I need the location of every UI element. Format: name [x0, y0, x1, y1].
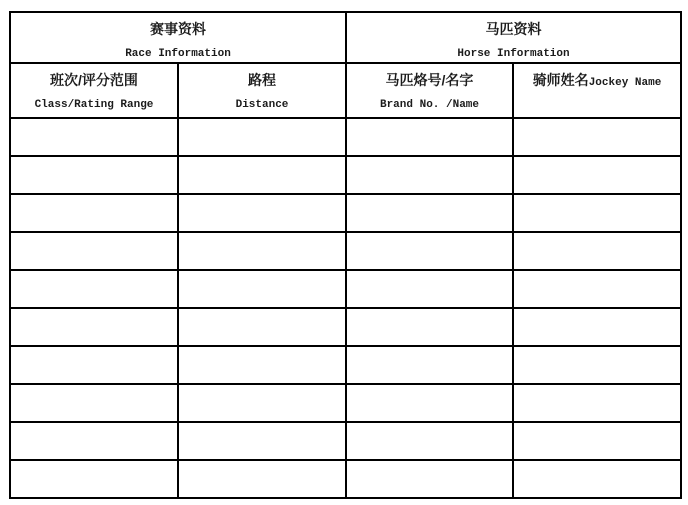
table-cell[interactable] — [178, 232, 346, 270]
distance-label-en: Distance — [235, 99, 289, 111]
table-cell[interactable] — [346, 232, 513, 270]
table-cell[interactable] — [178, 308, 346, 346]
column-header-row — [10, 63, 681, 118]
table-cell[interactable] — [513, 346, 681, 384]
table-cell[interactable] — [178, 460, 346, 498]
table-cell[interactable] — [513, 232, 681, 270]
table-row — [10, 460, 681, 498]
table-cell[interactable] — [346, 270, 513, 308]
column-header-jockey-name — [513, 63, 681, 118]
jockey-name-label-en: Jockey Name — [588, 77, 662, 89]
horse-information-label-en: Horse Information — [457, 48, 570, 60]
horse-information-label-zh: 马匹资料 — [485, 21, 542, 37]
table-cell[interactable] — [513, 118, 681, 156]
table-row — [10, 156, 681, 194]
table-cell[interactable] — [10, 308, 178, 346]
table-cell[interactable] — [178, 156, 346, 194]
table-row — [10, 270, 681, 308]
table-cell[interactable] — [10, 346, 178, 384]
table-cell[interactable] — [178, 384, 346, 422]
race-information-label-en: Race Information — [125, 48, 231, 60]
brand-no-name-label-en: Brand No. /Name — [379, 99, 480, 111]
table-cell[interactable] — [346, 194, 513, 232]
table-row — [10, 422, 681, 460]
table-cell[interactable] — [178, 194, 346, 232]
table-cell[interactable] — [10, 460, 178, 498]
column-header-class-rating-range — [10, 63, 178, 118]
table-cell[interactable] — [513, 460, 681, 498]
table-cell[interactable] — [513, 194, 681, 232]
table-cell[interactable] — [178, 118, 346, 156]
table-cell[interactable] — [10, 232, 178, 270]
table-cell[interactable] — [10, 118, 178, 156]
table-row — [10, 118, 681, 156]
table-body — [10, 118, 681, 498]
table-row — [10, 232, 681, 270]
column-header-brand-no-name — [346, 63, 513, 118]
class-rating-range-label-en: Class/Rating Range — [34, 99, 154, 111]
table-cell[interactable] — [10, 156, 178, 194]
race-horse-form-table — [9, 11, 682, 499]
jockey-name-label-zh: 骑师姓名 — [532, 72, 589, 88]
group-header-race-information — [10, 12, 346, 63]
column-header-distance — [178, 63, 346, 118]
table-cell[interactable] — [346, 422, 513, 460]
group-header-horse-information — [346, 12, 681, 63]
table-cell[interactable] — [178, 270, 346, 308]
table-cell[interactable] — [346, 384, 513, 422]
table-row — [10, 194, 681, 232]
table-cell[interactable] — [513, 308, 681, 346]
distance-label-zh: 路程 — [248, 72, 276, 88]
table-cell[interactable] — [10, 384, 178, 422]
table-row — [10, 308, 681, 346]
table-cell[interactable] — [10, 422, 178, 460]
table-row — [10, 384, 681, 422]
group-header-row — [10, 12, 681, 63]
table-cell[interactable] — [10, 194, 178, 232]
table-cell[interactable] — [513, 156, 681, 194]
table-cell[interactable] — [513, 270, 681, 308]
table-cell[interactable] — [10, 270, 178, 308]
table-cell[interactable] — [346, 346, 513, 384]
table-row — [10, 346, 681, 384]
table-cell[interactable] — [513, 384, 681, 422]
table-cell[interactable] — [178, 346, 346, 384]
table-cell[interactable] — [346, 460, 513, 498]
table-cell[interactable] — [178, 422, 346, 460]
table-cell[interactable] — [346, 308, 513, 346]
table-cell[interactable] — [346, 118, 513, 156]
brand-no-name-label-zh: 马匹烙号/名字 — [385, 72, 474, 88]
table-cell[interactable] — [513, 422, 681, 460]
table-cell[interactable] — [346, 156, 513, 194]
race-information-label-zh: 赛事资料 — [150, 21, 206, 37]
class-rating-range-label-zh: 班次/评分范围 — [50, 72, 138, 88]
